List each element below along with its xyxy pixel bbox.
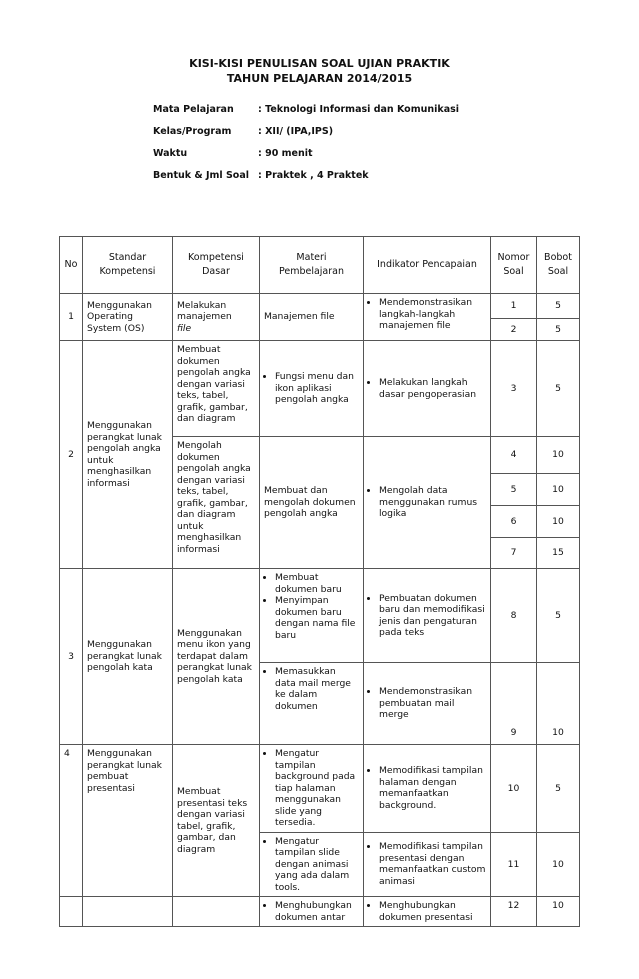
bobot-soal-cell: 10 bbox=[537, 506, 580, 538]
indikator-cell bbox=[364, 663, 491, 745]
table-row bbox=[60, 897, 580, 927]
kompetensi-dasar-cell bbox=[173, 294, 260, 341]
header-row bbox=[60, 237, 580, 294]
meta-value: : Teknologi Informasi dan Komunikasi bbox=[258, 104, 460, 115]
indikator-cell bbox=[364, 341, 491, 437]
row-number: 3 bbox=[60, 569, 83, 745]
header-nomor-soal: Nomor Soal bbox=[491, 237, 537, 294]
list-item: • Pembuatan dokumen baru dan memodifikasi jenis dan pengaturan pada teks bbox=[379, 593, 486, 639]
list-item: • Memasukkan data mail merge ke dalam dokumen bbox=[275, 666, 359, 712]
kisi-kisi-table bbox=[59, 236, 580, 927]
meta-row bbox=[153, 148, 518, 170]
list-item: • Memodifikasi tampilan halaman dengan memanfaatkan background. bbox=[379, 765, 486, 811]
nomor-soal-cell: 12 bbox=[491, 897, 537, 927]
bobot-soal-cell: 15 bbox=[537, 538, 580, 569]
nomor-soal-cell: 11 bbox=[491, 832, 537, 897]
nomor-soal-cell: 2 bbox=[491, 319, 537, 341]
meta-value: : 90 menit bbox=[258, 148, 313, 159]
bobot-soal-cell: 5 bbox=[537, 319, 580, 341]
indikator-cell bbox=[364, 832, 491, 897]
meta-value: : XII/ (IPA,IPS) bbox=[258, 126, 334, 137]
indikator-cell bbox=[364, 294, 491, 341]
materi-cell: Membuat dan mengolah dokumen pengolah angka bbox=[260, 437, 364, 569]
standar-kompetensi-cell: Menggunakan perangkat lunak pengolah angka untuk menghasilkan informasi bbox=[83, 341, 173, 569]
meta-key: Kelas/Program bbox=[153, 126, 232, 137]
kompetensi-dasar-cell: Mengolah dokumen pengolah angka dengan variasi teks, tabel, grafik, gambar, dan diagram untuk menghasilkan informasi bbox=[173, 437, 260, 569]
meta-block bbox=[153, 104, 518, 192]
materi-cell bbox=[260, 745, 364, 833]
standar-kompetensi-cell: Menggunakan perangkat lunak pengolah kata bbox=[83, 569, 173, 745]
materi-cell bbox=[260, 663, 364, 745]
bobot-soal-cell: 10 bbox=[537, 474, 580, 506]
materi-cell bbox=[260, 832, 364, 897]
row-number bbox=[60, 897, 83, 927]
list-item: • Memodifikasi tampilan presentasi dengan memanfaatkan custom animasi bbox=[379, 841, 486, 887]
list-item: • Mengatur tampilan background pada tiap halaman menggunakan slide yang tersedia. bbox=[275, 748, 359, 829]
nomor-soal-cell: 7 bbox=[491, 538, 537, 569]
table-row bbox=[60, 745, 580, 833]
list-item: • Menyimpan dokumen baru dengan nama file baru bbox=[275, 595, 359, 641]
meta-row bbox=[153, 170, 518, 192]
bobot-soal-cell: 5 bbox=[537, 341, 580, 437]
nomor-soal-cell: 3 bbox=[491, 341, 537, 437]
header-bobot-soal: Bobot Soal bbox=[537, 237, 580, 294]
document-title: KISI-KISI PENULISAN SOAL UJIAN PRAKTIK bbox=[189, 57, 450, 70]
indikator-cell bbox=[364, 437, 491, 569]
meta-key: Bentuk & Jml Soal bbox=[153, 170, 250, 181]
meta-row bbox=[153, 126, 518, 148]
meta-value: : Praktek , 4 Praktek bbox=[258, 170, 369, 181]
row-number: 1 bbox=[60, 294, 83, 341]
kompetensi-dasar-cell: Membuat presentasi teks dengan variasi tabel, grafik, gambar, dan diagram bbox=[173, 745, 260, 897]
bobot-soal-cell: 5 bbox=[537, 294, 580, 319]
nomor-soal-cell: 10 bbox=[491, 745, 537, 833]
header-kompetensi-dasar: Kompetensi Dasar bbox=[173, 237, 260, 294]
bobot-soal-cell: 10 bbox=[537, 663, 580, 745]
meta-row bbox=[153, 104, 518, 126]
materi-cell bbox=[260, 341, 364, 437]
header-no: No bbox=[60, 237, 83, 294]
list-item: • Membuat dokumen baru bbox=[275, 572, 359, 595]
list-item: • Melakukan langkah dasar pengoperasian bbox=[379, 377, 486, 400]
standar-kompetensi-cell: Menggunakan Operating System (OS) bbox=[83, 294, 173, 341]
list-item: • Mengolah data menggunakan rumus logika bbox=[379, 485, 486, 520]
list-item: • Menghubungkan dokumen presentasi bbox=[379, 900, 486, 923]
bobot-soal-cell: 5 bbox=[537, 569, 580, 663]
kompetensi-dasar-cell bbox=[173, 897, 260, 927]
bobot-soal-cell: 10 bbox=[537, 897, 580, 927]
bobot-soal-cell: 10 bbox=[537, 832, 580, 897]
list-item: • Mengatur tampilan slide dengan animasi yang ada dalam tools. bbox=[275, 836, 359, 894]
list-item: • Mendemonstrasikan pembuatan mail merge bbox=[379, 686, 486, 721]
materi-cell bbox=[260, 897, 364, 927]
header-materi: Materi Pembelajaran bbox=[260, 237, 364, 294]
standar-kompetensi-cell: Menggunakan perangkat lunak pembuat presentasi bbox=[83, 745, 173, 897]
list-item: • Mendemonstrasikan langkah-langkah manajemen file bbox=[379, 297, 486, 332]
materi-cell: Manajemen file bbox=[260, 294, 364, 341]
row-number: 4 bbox=[60, 745, 83, 897]
nomor-soal-cell: 8 bbox=[491, 569, 537, 663]
list-item: • Menghubungkan dokumen antar bbox=[275, 900, 359, 923]
list-item: • Fungsi menu dan ikon aplikasi pengolah angka bbox=[275, 371, 359, 406]
nomor-soal-cell: 5 bbox=[491, 474, 537, 506]
kd-text: Melakukan manajemen bbox=[177, 299, 232, 323]
table-row bbox=[60, 569, 580, 663]
table-row bbox=[60, 294, 580, 319]
header-standar-kompetensi: Standar Kompetensi bbox=[83, 237, 173, 294]
nomor-soal-cell: 4 bbox=[491, 437, 537, 474]
table-row bbox=[60, 341, 580, 437]
kompetensi-dasar-cell: Membuat dokumen pengolah angka dengan variasi teks, tabel, grafik, gambar, dan diagram bbox=[173, 341, 260, 437]
indikator-cell bbox=[364, 745, 491, 833]
header-indikator: Indikator Pencapaian bbox=[364, 237, 491, 294]
indikator-cell bbox=[364, 569, 491, 663]
materi-cell bbox=[260, 569, 364, 663]
meta-key: Waktu bbox=[153, 148, 188, 159]
bobot-soal-cell: 10 bbox=[537, 437, 580, 474]
nomor-soal-cell: 9 bbox=[491, 663, 537, 745]
meta-key: Mata Pelajaran bbox=[153, 104, 234, 115]
nomor-soal-cell: 6 bbox=[491, 506, 537, 538]
nomor-soal-cell: 1 bbox=[491, 294, 537, 319]
row-number: 2 bbox=[60, 341, 83, 569]
kd-italic-text: file bbox=[177, 322, 192, 334]
document-subtitle: TAHUN PELAJARAN 2014/2015 bbox=[226, 72, 413, 85]
bobot-soal-cell: 5 bbox=[537, 745, 580, 833]
indikator-cell bbox=[364, 897, 491, 927]
kompetensi-dasar-cell: Menggunakan menu ikon yang terdapat dalam perangkat lunak pengolah kata bbox=[173, 569, 260, 745]
standar-kompetensi-cell bbox=[83, 897, 173, 927]
